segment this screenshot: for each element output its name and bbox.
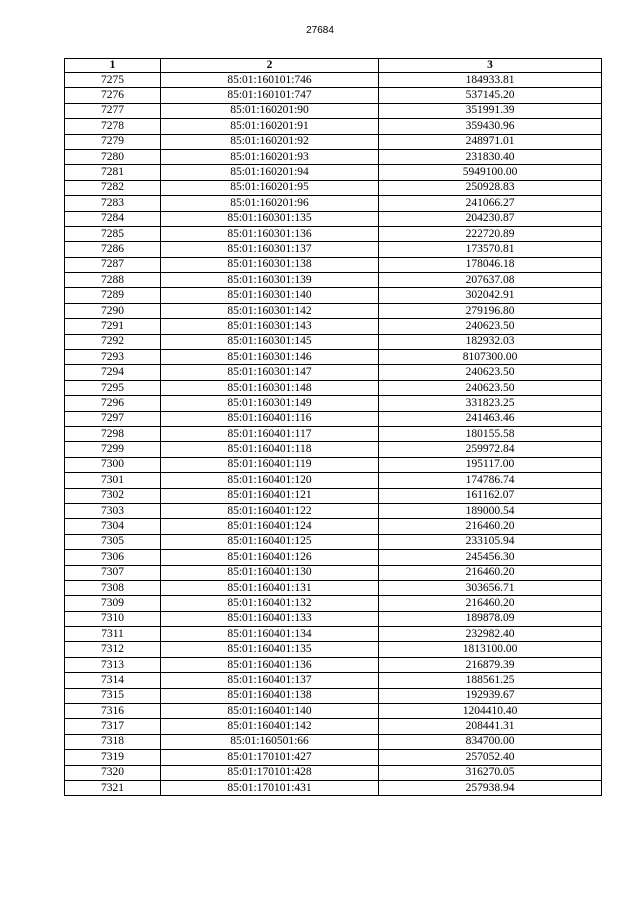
table-row [65, 473, 602, 488]
table-row [65, 103, 602, 118]
cadastral-number-cell: 85:01:160201:90 [161, 103, 379, 118]
table-row [65, 257, 602, 272]
cadastral-number-cell: 85:01:160401:135 [161, 642, 379, 657]
cadastral-value-cell: 188561.25 [379, 673, 602, 688]
table-body [65, 73, 602, 796]
cadastral-value-cell: 302042.91 [379, 288, 602, 303]
table-row [65, 319, 602, 334]
cadastral-number-cell: 85:01:170101:428 [161, 765, 379, 780]
cadastral-number-cell: 85:01:160501:66 [161, 734, 379, 749]
cadastral-value-cell: 180155.58 [379, 426, 602, 441]
cadastral-number-cell: 85:01:160401:124 [161, 519, 379, 534]
cadastral-value-cell: 232982.40 [379, 627, 602, 642]
table-row [65, 519, 602, 534]
cadastral-number-cell: 85:01:160401:119 [161, 457, 379, 472]
cadastral-value-cell: 173570.81 [379, 242, 602, 257]
row-number-cell: 7307 [65, 565, 161, 580]
column-header-3: 3 [379, 59, 602, 73]
table-row [65, 180, 602, 195]
cadastral-number-cell: 85:01:160301:142 [161, 303, 379, 318]
table-row [65, 303, 602, 318]
header-row [65, 59, 602, 73]
row-number-cell: 7298 [65, 426, 161, 441]
cadastral-value-cell: 207637.08 [379, 273, 602, 288]
cadastral-number-cell: 85:01:160401:132 [161, 596, 379, 611]
cadastral-number-cell: 85:01:170101:431 [161, 780, 379, 795]
table-row [65, 642, 602, 657]
cadastral-value-cell: 248971.01 [379, 134, 602, 149]
table-row [65, 73, 602, 88]
cadastral-value-cell: 257938.94 [379, 780, 602, 795]
row-number-cell: 7285 [65, 226, 161, 241]
column-header-1: 1 [65, 59, 161, 73]
table-row [65, 365, 602, 380]
cadastral-value-cell: 216460.20 [379, 565, 602, 580]
cadastral-value-cell: 834700.00 [379, 734, 602, 749]
row-number-cell: 7297 [65, 411, 161, 426]
row-number-cell: 7293 [65, 350, 161, 365]
cadastral-value-cell: 250928.83 [379, 180, 602, 195]
table-row [65, 657, 602, 672]
table-row [65, 719, 602, 734]
cadastral-value-cell: 161162.07 [379, 488, 602, 503]
row-number-cell: 7312 [65, 642, 161, 657]
table-row [65, 780, 602, 795]
page-number: 27684 [306, 25, 334, 36]
row-number-cell: 7299 [65, 442, 161, 457]
table-row [65, 750, 602, 765]
cadastral-number-cell: 85:01:160201:93 [161, 149, 379, 164]
cadastral-value-cell: 240623.50 [379, 380, 602, 395]
cadastral-value-cell: 174786.74 [379, 473, 602, 488]
cadastral-number-cell: 85:01:160101:746 [161, 73, 379, 88]
row-number-cell: 7318 [65, 734, 161, 749]
row-number-cell: 7296 [65, 396, 161, 411]
cadastral-value-cell: 537145.20 [379, 88, 602, 103]
row-number-cell: 7289 [65, 288, 161, 303]
row-number-cell: 7310 [65, 611, 161, 626]
row-number-cell: 7281 [65, 165, 161, 180]
cadastral-value-table [64, 58, 602, 796]
table-row [65, 350, 602, 365]
cadastral-number-cell: 85:01:160401:120 [161, 473, 379, 488]
table-row [65, 380, 602, 395]
row-number-cell: 7275 [65, 73, 161, 88]
table-row [65, 734, 602, 749]
column-header-2: 2 [161, 59, 379, 73]
row-number-cell: 7313 [65, 657, 161, 672]
row-number-cell: 7321 [65, 780, 161, 795]
row-number-cell: 7295 [65, 380, 161, 395]
row-number-cell: 7302 [65, 488, 161, 503]
cadastral-number-cell: 85:01:160401:142 [161, 719, 379, 734]
table-row [65, 211, 602, 226]
row-number-cell: 7276 [65, 88, 161, 103]
cadastral-number-cell: 85:01:160301:145 [161, 334, 379, 349]
table-row [65, 242, 602, 257]
cadastral-value-cell: 189878.09 [379, 611, 602, 626]
row-number-cell: 7314 [65, 673, 161, 688]
row-number-cell: 7316 [65, 704, 161, 719]
cadastral-number-cell: 85:01:160201:96 [161, 196, 379, 211]
row-number-cell: 7319 [65, 750, 161, 765]
cadastral-value-cell: 222720.89 [379, 226, 602, 241]
cadastral-number-cell: 85:01:160301:138 [161, 257, 379, 272]
cadastral-value-cell: 359430.96 [379, 119, 602, 134]
cadastral-value-cell: 178046.18 [379, 257, 602, 272]
cadastral-value-cell: 204230.87 [379, 211, 602, 226]
row-number-cell: 7306 [65, 550, 161, 565]
cadastral-number-cell: 85:01:160401:118 [161, 442, 379, 457]
cadastral-number-cell: 85:01:160301:149 [161, 396, 379, 411]
cadastral-number-cell: 85:01:160401:121 [161, 488, 379, 503]
cadastral-number-cell: 85:01:160301:147 [161, 365, 379, 380]
row-number-cell: 7277 [65, 103, 161, 118]
cadastral-number-cell: 85:01:160401:134 [161, 627, 379, 642]
table-row [65, 488, 602, 503]
cadastral-value-cell: 216879.39 [379, 657, 602, 672]
cadastral-number-cell: 85:01:170101:427 [161, 750, 379, 765]
row-number-cell: 7288 [65, 273, 161, 288]
cadastral-value-cell: 216460.20 [379, 519, 602, 534]
row-number-cell: 7280 [65, 149, 161, 164]
row-number-cell: 7278 [65, 119, 161, 134]
row-number-cell: 7303 [65, 503, 161, 518]
table-row [65, 88, 602, 103]
table-row [65, 226, 602, 241]
cadastral-value-cell: 189000.54 [379, 503, 602, 518]
table-row [65, 457, 602, 472]
cadastral-number-cell: 85:01:160401:133 [161, 611, 379, 626]
row-number-cell: 7300 [65, 457, 161, 472]
cadastral-value-cell: 241463.46 [379, 411, 602, 426]
cadastral-value-cell: 351991.39 [379, 103, 602, 118]
cadastral-value-cell: 233105.94 [379, 534, 602, 549]
table-row [65, 596, 602, 611]
cadastral-value-cell: 245456.30 [379, 550, 602, 565]
row-number-cell: 7286 [65, 242, 161, 257]
cadastral-number-cell: 85:01:160401:116 [161, 411, 379, 426]
row-number-cell: 7315 [65, 688, 161, 703]
cadastral-value-cell: 331823.25 [379, 396, 602, 411]
table-row [65, 534, 602, 549]
cadastral-value-cell: 303656.71 [379, 580, 602, 595]
table-row [65, 442, 602, 457]
row-number-cell: 7305 [65, 534, 161, 549]
table-row [65, 503, 602, 518]
table-row [65, 165, 602, 180]
table-row [65, 765, 602, 780]
cadastral-value-cell: 241066.27 [379, 196, 602, 211]
cadastral-number-cell: 85:01:160301:146 [161, 350, 379, 365]
table-row [65, 396, 602, 411]
row-number-cell: 7311 [65, 627, 161, 642]
row-number-cell: 7304 [65, 519, 161, 534]
cadastral-number-cell: 85:01:160401:122 [161, 503, 379, 518]
row-number-cell: 7308 [65, 580, 161, 595]
table-row [65, 288, 602, 303]
table-row [65, 565, 602, 580]
cadastral-value-cell: 216460.20 [379, 596, 602, 611]
cadastral-value-cell: 5949100.00 [379, 165, 602, 180]
table-row [65, 704, 602, 719]
cadastral-number-cell: 85:01:160301:139 [161, 273, 379, 288]
cadastral-number-cell: 85:01:160401:131 [161, 580, 379, 595]
row-number-cell: 7320 [65, 765, 161, 780]
row-number-cell: 7309 [65, 596, 161, 611]
row-number-cell: 7284 [65, 211, 161, 226]
row-number-cell: 7283 [65, 196, 161, 211]
cadastral-number-cell: 85:01:160301:137 [161, 242, 379, 257]
table-row [65, 273, 602, 288]
cadastral-value-cell: 192939.67 [379, 688, 602, 703]
table-row [65, 149, 602, 164]
cadastral-number-cell: 85:01:160401:137 [161, 673, 379, 688]
row-number-cell: 7291 [65, 319, 161, 334]
cadastral-number-cell: 85:01:160101:747 [161, 88, 379, 103]
table-row [65, 673, 602, 688]
cadastral-value-cell: 8107300.00 [379, 350, 602, 365]
cadastral-value-cell: 257052.40 [379, 750, 602, 765]
cadastral-value-cell: 316270.05 [379, 765, 602, 780]
table-row [65, 119, 602, 134]
table-row [65, 627, 602, 642]
cadastral-number-cell: 85:01:160301:143 [161, 319, 379, 334]
cadastral-value-cell: 279196.80 [379, 303, 602, 318]
table-row [65, 688, 602, 703]
row-number-cell: 7292 [65, 334, 161, 349]
row-number-cell: 7294 [65, 365, 161, 380]
cadastral-number-cell: 85:01:160301:148 [161, 380, 379, 395]
table-row [65, 196, 602, 211]
cadastral-number-cell: 85:01:160301:135 [161, 211, 379, 226]
cadastral-number-cell: 85:01:160401:125 [161, 534, 379, 549]
cadastral-number-cell: 85:01:160401:140 [161, 704, 379, 719]
cadastral-number-cell: 85:01:160201:91 [161, 119, 379, 134]
cadastral-value-cell: 240623.50 [379, 319, 602, 334]
table-row [65, 334, 602, 349]
table-header [65, 59, 602, 73]
cadastral-number-cell: 85:01:160301:140 [161, 288, 379, 303]
row-number-cell: 7301 [65, 473, 161, 488]
table-row [65, 611, 602, 626]
cadastral-number-cell: 85:01:160401:130 [161, 565, 379, 580]
cadastral-number-cell: 85:01:160201:92 [161, 134, 379, 149]
cadastral-number-cell: 85:01:160201:94 [161, 165, 379, 180]
table-row [65, 550, 602, 565]
cadastral-value-cell: 231830.40 [379, 149, 602, 164]
cadastral-number-cell: 85:01:160401:126 [161, 550, 379, 565]
table-row [65, 134, 602, 149]
cadastral-value-cell: 1204410.40 [379, 704, 602, 719]
row-number-cell: 7287 [65, 257, 161, 272]
cadastral-value-cell: 184933.81 [379, 73, 602, 88]
row-number-cell: 7282 [65, 180, 161, 195]
cadastral-number-cell: 85:01:160401:117 [161, 426, 379, 441]
table-row [65, 426, 602, 441]
cadastral-number-cell: 85:01:160401:138 [161, 688, 379, 703]
row-number-cell: 7317 [65, 719, 161, 734]
cadastral-value-cell: 208441.31 [379, 719, 602, 734]
cadastral-value-cell: 182932.03 [379, 334, 602, 349]
cadastral-number-cell: 85:01:160301:136 [161, 226, 379, 241]
table-row [65, 580, 602, 595]
cadastral-number-cell: 85:01:160201:95 [161, 180, 379, 195]
cadastral-value-cell: 195117.00 [379, 457, 602, 472]
table-row [65, 411, 602, 426]
cadastral-value-cell: 1813100.00 [379, 642, 602, 657]
cadastral-value-cell: 259972.84 [379, 442, 602, 457]
row-number-cell: 7290 [65, 303, 161, 318]
cadastral-number-cell: 85:01:160401:136 [161, 657, 379, 672]
cadastral-value-cell: 240623.50 [379, 365, 602, 380]
row-number-cell: 7279 [65, 134, 161, 149]
